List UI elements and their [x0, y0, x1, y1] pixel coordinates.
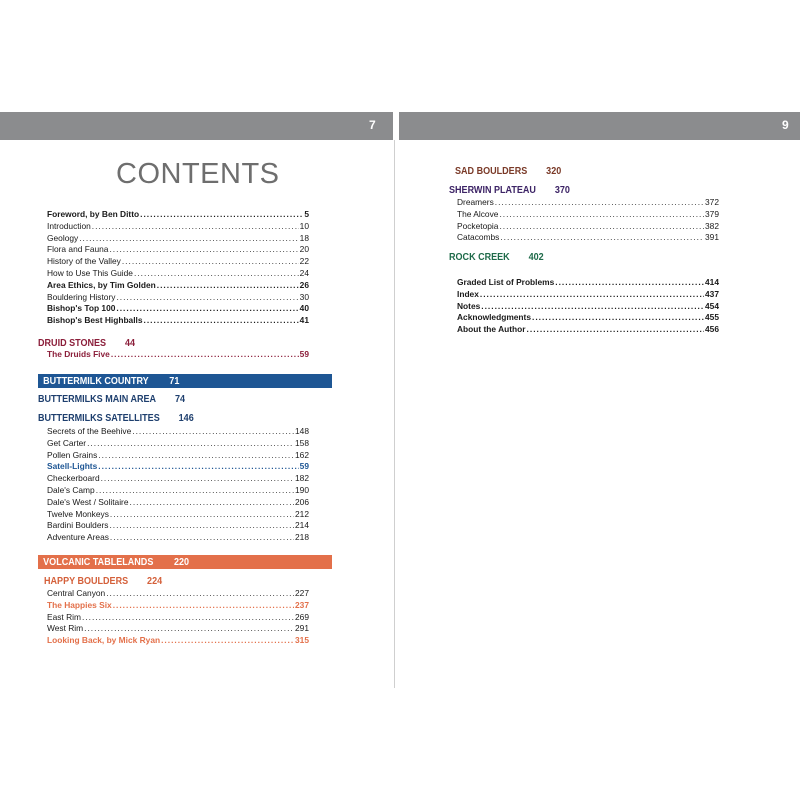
- section-druid-stones[interactable]: [38, 337, 135, 349]
- left-page-number: 7: [369, 118, 376, 132]
- toc-entry-pocketopia[interactable]: Pocketopia ..... 382: [457, 221, 719, 233]
- toc-entry-happies-six[interactable]: The Happies Six ..... 237: [47, 600, 309, 612]
- toc-entry-how-to-use[interactable]: How to Use This Guide ..... 24: [47, 268, 309, 280]
- section-buttermilks-satellites[interactable]: [38, 412, 194, 424]
- toc-entry-get-carter[interactable]: Get Carter ..... 158: [47, 438, 309, 450]
- band-page: 220: [174, 556, 190, 568]
- toc-entry-history-valley[interactable]: History of the Valley ..... 22: [47, 256, 309, 268]
- section-title: DRUID STONES: [38, 337, 107, 349]
- toc-entry-central-canyon[interactable]: Central Canyon ..... 227: [47, 588, 309, 600]
- toc-entry-index[interactable]: Index ..... 437: [457, 289, 719, 301]
- toc-entry-geology[interactable]: Geology ..... 18: [47, 233, 309, 245]
- band-title: BUTTERMILK COUNTRY: [43, 375, 149, 387]
- section-page: 74: [174, 393, 186, 405]
- band-title: VOLCANIC TABLELANDS: [43, 556, 154, 568]
- page-title: CONTENTS: [116, 158, 280, 190]
- section-sherwin-plateau[interactable]: [449, 184, 570, 196]
- section-page: 224: [147, 575, 163, 587]
- toc-entry-area-ethics[interactable]: Area Ethics, by Tim Golden ..... 26: [47, 280, 309, 292]
- toc-entry-graded-list[interactable]: Graded List of Problems ..... 414: [457, 277, 719, 289]
- toc-entry-pollen-grains[interactable]: Pollen Grains ..... 162: [47, 450, 309, 462]
- toc-entry-acknowledgments[interactable]: Acknowledgments ..... 455: [457, 312, 719, 324]
- section-page: 402: [528, 251, 544, 263]
- back-matter-list: [457, 277, 719, 336]
- toc-entry-secrets-beehive[interactable]: Secrets of the Beehive ..... 148: [47, 426, 309, 438]
- section-title: BUTTERMILKS MAIN AREA: [38, 393, 157, 405]
- toc-entry-satell-lights[interactable]: Satell-Lights ..... 59: [47, 461, 309, 473]
- toc-entry-bouldering-history[interactable]: Bouldering History ..... 30: [47, 292, 309, 304]
- toc-entry-foreword[interactable]: Foreword, by Ben Ditto ..... 5: [47, 209, 309, 221]
- toc-entry-west-rim[interactable]: West Rim ..... 291: [47, 623, 309, 635]
- toc-entry-introduction[interactable]: Introduction ..... 10: [47, 221, 309, 233]
- page-fold-divider: [394, 140, 395, 688]
- section-page: 146: [178, 412, 194, 424]
- section-happy-boulders[interactable]: [44, 575, 162, 587]
- section-buttermilks-main-area[interactable]: [38, 393, 185, 405]
- toc-entry-adventure-areas[interactable]: Adventure Areas ..... 218: [47, 532, 309, 544]
- section-sad-boulders[interactable]: [455, 165, 561, 177]
- toc-entry-dales-west[interactable]: Dale's West / Solitaire ..... 206: [47, 497, 309, 509]
- section-title: ROCK CREEK: [449, 251, 510, 263]
- toc-entry-twelve-monkeys[interactable]: Twelve Monkeys ..... 212: [47, 509, 309, 521]
- toc-entry-checkerboard[interactable]: Checkerboard ..... 182: [47, 473, 309, 485]
- band-volcanic-tablelands[interactable]: [38, 555, 332, 569]
- right-page-number: 9: [782, 118, 789, 132]
- toc-entry-catacombs[interactable]: Catacombs ..... 391: [457, 232, 719, 244]
- section-title: BUTTERMILKS SATELLITES: [38, 412, 160, 424]
- front-matter-list: [47, 209, 309, 327]
- section-page: 44: [124, 337, 136, 349]
- section-title: SAD BOULDERS: [455, 165, 528, 177]
- druid-entries: [47, 349, 309, 361]
- left-page-header-bar: [0, 112, 393, 140]
- satellite-entries: [47, 426, 309, 544]
- toc-entry-notes[interactable]: Notes ..... 454: [457, 301, 719, 313]
- sherwin-entries: [457, 197, 719, 244]
- section-title: HAPPY BOULDERS: [44, 575, 129, 587]
- toc-entry-dreamers[interactable]: Dreamers ..... 372: [457, 197, 719, 209]
- section-page: 320: [546, 165, 562, 177]
- happy-entries: [47, 588, 309, 647]
- band-buttermilk-country[interactable]: [38, 374, 332, 388]
- toc-entry-about-author[interactable]: About the Author ..... 456: [457, 324, 719, 336]
- band-page: 71: [169, 375, 180, 387]
- toc-entry-bardini-boulders[interactable]: Bardini Boulders ..... 214: [47, 520, 309, 532]
- section-title: SHERWIN PLATEAU: [449, 184, 536, 196]
- toc-entry-looking-back[interactable]: Looking Back, by Mick Ryan ..... 315: [47, 635, 309, 647]
- toc-entry-alcove[interactable]: The Alcove ..... 379: [457, 209, 719, 221]
- toc-entry-dales-camp[interactable]: Dale's Camp ..... 190: [47, 485, 309, 497]
- toc-entry-top-100[interactable]: Bishop's Top 100 ..... 40: [47, 303, 309, 315]
- toc-entry-east-rim[interactable]: East Rim ..... 269: [47, 612, 309, 624]
- section-page: 370: [554, 184, 570, 196]
- toc-entry-best-highballs[interactable]: Bishop's Best Highballs ..... 41: [47, 315, 309, 327]
- toc-entry-flora-fauna[interactable]: Flora and Fauna ..... 20: [47, 244, 309, 256]
- toc-entry-druids-five[interactable]: The Druids Five ..... 59: [47, 349, 309, 361]
- right-page-header-bar: [399, 112, 800, 140]
- section-rock-creek[interactable]: [449, 251, 544, 263]
